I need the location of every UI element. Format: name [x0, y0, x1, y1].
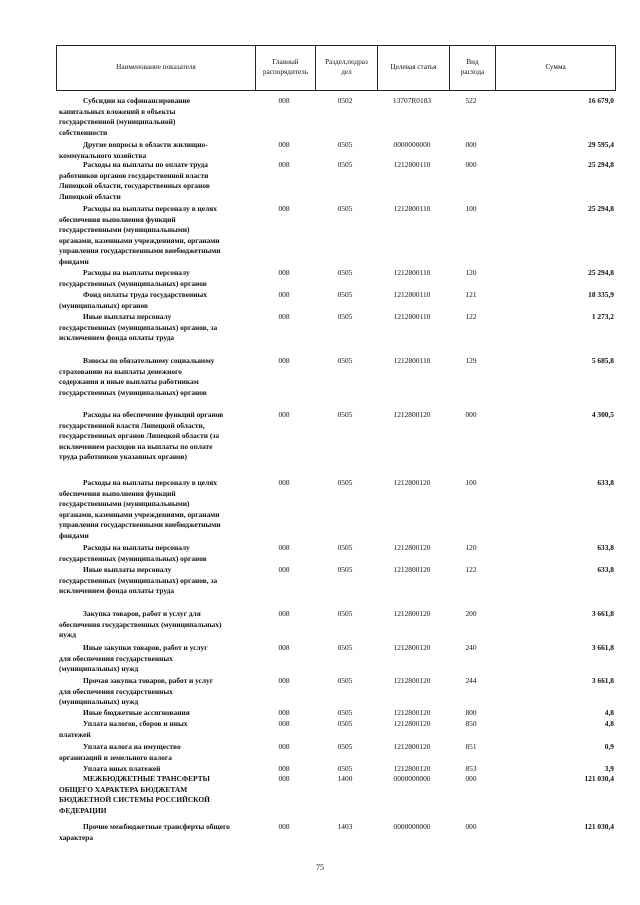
row-sum: 1 273,2 [591, 312, 614, 321]
row-name-line: Иные бюджетные ассигнования [83, 708, 190, 717]
row-target: 0000000000 [393, 774, 431, 783]
row-name-line: Расходы на выплаты персоналу [83, 543, 190, 552]
row-sum: 633,8 [597, 478, 614, 487]
row-manager: 008 [278, 312, 290, 321]
row-type: 121 [465, 290, 477, 299]
row-sum: 3 661,8 [591, 609, 614, 618]
row-sum: 16 679,0 [588, 96, 614, 105]
row-name-line: (муниципальных) нужд [59, 697, 139, 707]
row-name-line: БЮДЖЕТНОЙ СИСТЕМЫ РОССИЙСКОЙ [59, 795, 210, 805]
row-name-line: (муниципальных) нужд [59, 664, 139, 674]
row-name-line: для обеспечения государственных [59, 686, 173, 696]
row-name-line: капитальных вложений в объекты [59, 106, 176, 116]
row-name-line: коммунального хозяйства [59, 150, 147, 160]
row-target: 1212800110 [393, 356, 431, 365]
row-name-line: Субсидии на софинансирование [83, 96, 191, 105]
row-manager: 008 [278, 356, 290, 365]
row-name [59, 96, 249, 138]
row-section: 0505 [337, 312, 353, 321]
row-type: 240 [465, 643, 477, 652]
row-sum: 29 595,4 [588, 140, 614, 149]
header-sum: Сумма [495, 46, 615, 90]
header-section: Раздел,подраз дел [315, 46, 377, 90]
row-manager: 008 [278, 609, 290, 618]
row-target: 0000000000 [393, 822, 431, 831]
row-section: 0505 [337, 410, 353, 419]
row-name [59, 268, 249, 289]
row-type: 851 [465, 742, 477, 751]
row-name-line: государственных (муниципальных) органов [59, 278, 207, 288]
row-name-line: Расходы на обеспечение функций органов [83, 410, 224, 419]
row-target: 1212800120 [393, 719, 431, 728]
row-name [59, 543, 249, 564]
row-name-line: Расходы на выплаты персоналу в целях [83, 478, 217, 487]
row-type: 122 [465, 565, 477, 574]
row-type: 522 [465, 96, 477, 105]
row-type: 122 [465, 312, 477, 321]
row-manager: 008 [278, 565, 290, 574]
row-target: 1212800120 [393, 708, 431, 717]
row-name [59, 676, 249, 708]
row-name [59, 410, 249, 463]
row-sum: 0,9 [604, 742, 614, 751]
header-name: Наименование показателя [116, 63, 196, 72]
row-name [59, 312, 249, 344]
row-manager: 008 [278, 268, 290, 277]
row-name-line: для обеспечения государственных [59, 653, 173, 663]
row-manager: 008 [278, 719, 290, 728]
row-name-line: Уплата иных платежей [83, 764, 161, 773]
row-name [59, 708, 249, 719]
row-target: 1212800110 [393, 290, 431, 299]
row-sum: 633,8 [597, 543, 614, 552]
row-name-line: органами, казенными учреждениями, органами [59, 235, 220, 245]
row-name [59, 140, 249, 161]
row-section: 0505 [337, 708, 353, 717]
row-name [59, 290, 249, 311]
row-name [59, 204, 249, 268]
row-section: 0505 [337, 140, 353, 149]
row-type: 120 [465, 543, 477, 552]
row-target: 1212800110 [393, 160, 431, 169]
row-section: 0505 [337, 204, 353, 213]
row-name-line: обеспечения выполнения функций [59, 214, 176, 224]
row-name-line: ФЕДЕРАЦИИ [59, 805, 107, 815]
row-sum: 18 335,9 [588, 290, 614, 299]
row-manager: 008 [278, 708, 290, 717]
row-target: 1212800120 [393, 742, 431, 751]
row-name-line: характера [59, 832, 94, 842]
row-type: 000 [465, 410, 477, 419]
row-name-line: государственными (муниципальными) [59, 225, 190, 235]
header-manager: Главный распорядитель [255, 46, 315, 90]
row-section: 0505 [337, 742, 353, 751]
row-section: 0505 [337, 543, 353, 552]
row-name-line: государственных (муниципальных) органов, за [59, 322, 218, 332]
row-name-line: Уплата налогов, сборов и иных [83, 719, 188, 728]
row-name [59, 774, 249, 816]
row-name-line: Другие вопросы в области жилищно- [83, 140, 208, 149]
row-section: 0505 [337, 764, 353, 773]
row-section: 1400 [337, 774, 353, 783]
row-sum: 25 294,8 [588, 160, 614, 169]
table-header [56, 45, 616, 91]
row-manager: 008 [278, 643, 290, 652]
row-name-line: обеспечения выполнения функций [59, 488, 176, 498]
row-sum: 4 300,5 [591, 410, 614, 419]
row-target: 1212800120 [393, 609, 431, 618]
row-sum: 3 661,8 [591, 676, 614, 685]
row-name-line: организаций и земельного налога [59, 752, 172, 762]
row-type: 100 [465, 478, 477, 487]
row-name [59, 609, 249, 641]
row-type: 000 [465, 774, 477, 783]
row-name-line: Липецкой области, государственных органов [59, 181, 210, 191]
row-name-line: государственными (муниципальными) [59, 499, 190, 509]
row-type: 853 [465, 764, 477, 773]
row-target: 1212800120 [393, 410, 431, 419]
row-name [59, 822, 249, 843]
row-type: 244 [465, 676, 477, 685]
row-name [59, 160, 249, 202]
row-name-line: платежей [59, 729, 91, 739]
row-sum: 121 030,4 [584, 822, 614, 831]
row-name-line: фондами [59, 530, 89, 540]
row-name-line: собственности [59, 127, 108, 137]
row-sum: 5 685,8 [591, 356, 614, 365]
row-name-line: труда работников указанных органов) [59, 452, 188, 462]
row-type: 100 [465, 204, 477, 213]
row-manager: 008 [278, 543, 290, 552]
row-name-line: нужд [59, 630, 76, 640]
row-manager: 008 [278, 290, 290, 299]
row-sum: 121 030,4 [584, 774, 614, 783]
row-target: 1212800120 [393, 478, 431, 487]
row-manager: 008 [278, 478, 290, 487]
row-target: 1212800120 [393, 543, 431, 552]
row-name-line: Прочая закупка товаров, работ и услуг [83, 676, 214, 685]
row-name-line: государственной власти Липецкой области, [59, 420, 205, 430]
row-name-line: государственных (муниципальных) органов, за [59, 575, 218, 585]
row-name-line: содержания и иные выплаты работникам [59, 377, 199, 387]
row-section: 0505 [337, 643, 353, 652]
row-name-line: органами, казенными учреждениями, органами [59, 509, 220, 519]
header-type: Вид расхода [449, 46, 495, 90]
row-section: 0505 [337, 565, 353, 574]
row-section: 0505 [337, 676, 353, 685]
row-name [59, 764, 249, 775]
row-section: 0505 [337, 268, 353, 277]
row-section: 0505 [337, 719, 353, 728]
row-section: 0505 [337, 160, 353, 169]
row-manager: 008 [278, 410, 290, 419]
row-name [59, 643, 249, 675]
row-name-line: исключением фонда оплаты труда [59, 333, 175, 343]
row-name-line: Взносы по обязательному социальному [83, 356, 215, 365]
row-name-line: Расходы на выплаты по оплате труда [83, 160, 208, 169]
row-name-line: управления государственными внебюджетными [59, 246, 221, 256]
row-sum: 25 294,8 [588, 268, 614, 277]
row-name [59, 742, 249, 763]
row-name-line: Расходы на выплаты персоналу в целях [83, 204, 217, 213]
row-type: 000 [465, 822, 477, 831]
row-type: 120 [465, 268, 477, 277]
row-name-line: Липецкой области [59, 191, 121, 201]
row-name-line: Фонд оплаты труда государственных [83, 290, 207, 299]
row-name-line: исключением фонда оплаты труда [59, 586, 175, 596]
row-name-line: Иные выплаты персоналу [83, 312, 172, 321]
row-type: 800 [465, 708, 477, 717]
row-target: 1212800110 [393, 268, 431, 277]
row-sum: 633,8 [597, 565, 614, 574]
row-target: 1212800110 [393, 312, 431, 321]
row-sum: 3,9 [604, 764, 614, 773]
row-target: 13707R0183 [392, 96, 432, 105]
row-section: 0505 [337, 609, 353, 618]
row-type: 850 [465, 719, 477, 728]
row-sum: 4,8 [604, 708, 614, 717]
row-manager: 008 [278, 96, 290, 105]
row-section: 0505 [337, 356, 353, 365]
header-target: Целевая статья [377, 46, 449, 90]
row-name-line: государственной (муниципальной) [59, 117, 176, 127]
row-target: 1212800120 [393, 565, 431, 574]
row-type: 129 [465, 356, 477, 365]
row-name-line: обеспечения государственных (муниципальных) [59, 619, 222, 629]
row-target: 1212800120 [393, 643, 431, 652]
page-number: 75 [316, 863, 324, 872]
row-name-line: фондами [59, 256, 89, 266]
row-manager: 008 [278, 140, 290, 149]
row-sum: 4,8 [604, 719, 614, 728]
row-name-line: управления государственными внебюджетными [59, 520, 221, 530]
row-sum: 25 294,8 [588, 204, 614, 213]
row-name-line: Расходы на выплаты персоналу [83, 268, 190, 277]
row-name [59, 565, 249, 597]
row-name-line: государственных (муниципальных) органов [59, 553, 207, 563]
row-target: 1212800110 [393, 204, 431, 213]
row-name [59, 356, 249, 398]
row-manager: 008 [278, 742, 290, 751]
row-name-line: Иные закупки товаров, работ и услуг [83, 643, 208, 652]
row-name-line: Закупка товаров, работ и услуг для [83, 609, 201, 618]
row-name-line: МЕЖБЮДЖЕТНЫЕ ТРАНСФЕРТЫ [83, 774, 210, 783]
row-target: 0000000000 [393, 140, 431, 149]
row-manager: 008 [278, 204, 290, 213]
row-name-line: страхованию на выплаты денежного [59, 366, 182, 376]
row-manager: 008 [278, 676, 290, 685]
row-name-line: (муниципальных) органов [59, 300, 148, 310]
row-name-line: исключением расходов на выплаты по оплате [59, 441, 213, 451]
row-name-line: государственных (муниципальных) органов [59, 387, 207, 397]
row-name [59, 719, 249, 740]
row-name-line: ОБЩЕГО ХАРАКТЕРА БЮДЖЕТАМ [59, 784, 188, 794]
row-name [59, 478, 249, 542]
row-type: 000 [465, 140, 477, 149]
row-section: 1403 [337, 822, 353, 831]
row-name-line: государственных органов Липецкой области (за [59, 431, 220, 441]
row-section: 0502 [337, 96, 353, 105]
row-target: 1212800120 [393, 676, 431, 685]
row-name-line: работников органов государственной власти [59, 170, 209, 180]
row-manager: 008 [278, 822, 290, 831]
row-name-line: Прочие межбюджетные трансферты общего [83, 822, 230, 831]
row-section: 0505 [337, 478, 353, 487]
row-manager: 008 [278, 160, 290, 169]
row-manager: 008 [278, 774, 290, 783]
row-sum: 3 661,8 [591, 643, 614, 652]
row-manager: 008 [278, 764, 290, 773]
row-target: 1212800120 [393, 764, 431, 773]
row-type: 200 [465, 609, 477, 618]
row-name-line: Иные выплаты персоналу [83, 565, 172, 574]
row-name-line: Уплата налога на имущество [83, 742, 181, 751]
row-type: 000 [465, 160, 477, 169]
row-section: 0505 [337, 290, 353, 299]
